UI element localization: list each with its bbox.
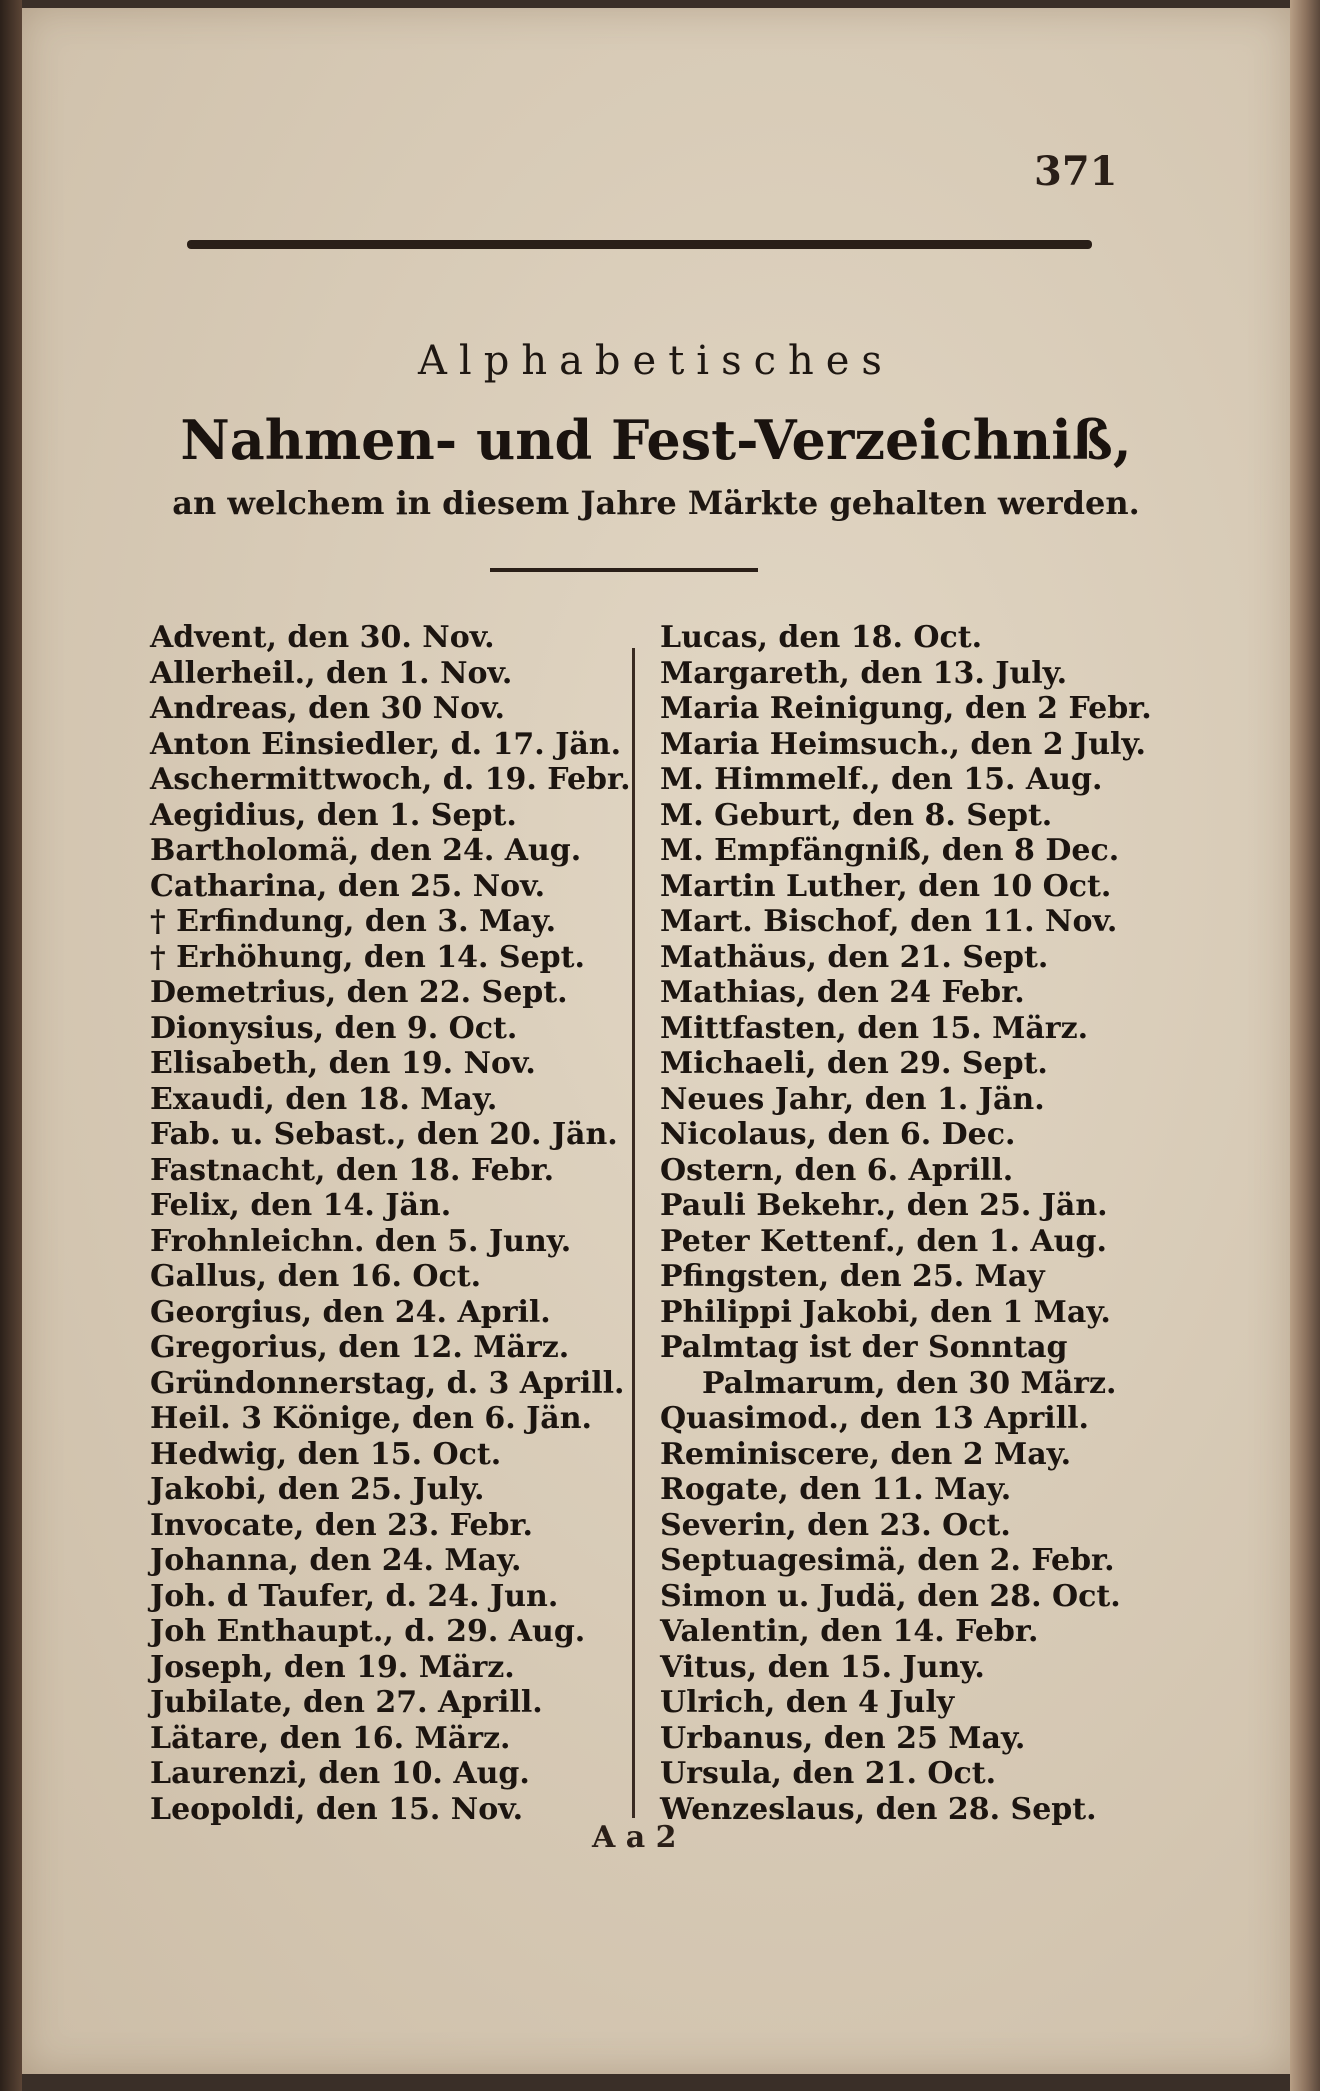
list-item: Advent, den 30. Nov. xyxy=(150,620,495,655)
left-column-list xyxy=(150,620,630,1827)
list-item: Mathäus, den 21. Sept. xyxy=(660,939,1049,975)
list-item: Joseph, den 19. März. xyxy=(150,1649,515,1685)
list-item: † Erfindung, den 3. May. xyxy=(150,904,557,939)
list-item: Elisabeth, den 19. Nov. xyxy=(150,1046,536,1081)
heading-subtitle: an welchem in diesem Jahre Märkte gehalten werden. xyxy=(172,484,1140,522)
list-item: M. Empfängniß, den 8 Dec. xyxy=(660,833,1120,868)
list-item: Johanna, den 24. May. xyxy=(150,1543,522,1578)
list-item: Invocate, den 23. Febr. xyxy=(150,1507,533,1543)
list-item: Peter Kettenf., den 1. Aug. xyxy=(660,1223,1107,1259)
list-item: Anton Einsiedler, d. 17. Jän. xyxy=(150,726,622,762)
page-edge xyxy=(1290,0,1320,2091)
list-item: Palmtag ist der Sonntag xyxy=(660,1330,1068,1365)
right-column-list xyxy=(660,620,1152,1827)
list-item: Michaeli, den 29. Sept. xyxy=(660,1046,1048,1081)
list-item: Felix, den 14. Jän. xyxy=(150,1188,452,1223)
list-item: Jakobi, den 25. July. xyxy=(150,1472,485,1507)
list-item: Urbanus, den 25 May. xyxy=(660,1720,1026,1756)
list-item: Palmarum, den 30 März. xyxy=(702,1365,1117,1401)
heading-title: Nahmen- und Fest-Verzeichniß, xyxy=(180,408,1132,472)
book-spine-shadow xyxy=(0,0,22,2091)
list-item: Septuagesimä, den 2. Febr. xyxy=(660,1543,1115,1578)
list-item: Joh Enthaupt., d. 29. Aug. xyxy=(150,1614,586,1649)
list-item: Gallus, den 16. Oct. xyxy=(150,1259,482,1294)
list-item: Gründonnerstag, d. 3 Aprill. xyxy=(150,1365,625,1401)
list-item: Aschermittwoch, d. 19. Febr. xyxy=(150,762,631,797)
list-item: Andreas, den 30 Nov. xyxy=(150,691,505,726)
list-item: Ostern, den 6. Aprill. xyxy=(660,1152,1014,1188)
list-item: Nicolaus, den 6. Dec. xyxy=(660,1117,1016,1152)
list-item: Catharina, den 25. Nov. xyxy=(150,868,546,904)
list-item: Ulrich, den 4 July xyxy=(660,1685,955,1720)
list-item: Aegidius, den 1. Sept. xyxy=(150,797,517,833)
list-item: Bartholomä, den 24. Aug. xyxy=(150,833,582,868)
list-item: Pfingsten, den 25. May xyxy=(660,1259,1045,1294)
list-item: † Erhöhung, den 14. Sept. xyxy=(150,939,585,975)
list-item: Frohnleichn. den 5. Juny. xyxy=(150,1223,572,1259)
list-item: Jubilate, den 27. Aprill. xyxy=(150,1685,543,1720)
list-item: M. Himmelf., den 15. Aug. xyxy=(660,762,1103,797)
list-item: Pauli Bekehr., den 25. Jän. xyxy=(660,1188,1108,1223)
list-item: Rogate, den 11. May. xyxy=(660,1472,1012,1507)
list-item: Fastnacht, den 18. Febr. xyxy=(150,1152,555,1188)
page-number: 371 xyxy=(1034,148,1118,195)
list-item: Fab. u. Sebast., den 20. Jän. xyxy=(150,1117,618,1152)
middle-rule xyxy=(490,568,758,572)
list-item: Gregorius, den 12. März. xyxy=(150,1330,570,1365)
signature-mark: A a 2 xyxy=(592,1820,677,1855)
list-item: Laurenzi, den 10. Aug. xyxy=(150,1756,530,1791)
list-item: Joh. d Taufer, d. 24. Jun. xyxy=(150,1578,559,1614)
list-item: Ursula, den 21. Oct. xyxy=(660,1756,997,1791)
list-item: Severin, den 23. Oct. xyxy=(660,1507,1011,1543)
list-item: Mart. Bischof, den 11. Nov. xyxy=(660,904,1118,939)
list-item: Philippi Jakobi, den 1 May. xyxy=(660,1294,1111,1330)
list-item: Vitus, den 15. Juny. xyxy=(660,1649,985,1685)
list-item: Hedwig, den 15. Oct. xyxy=(150,1436,502,1472)
list-item: Leopoldi, den 15. Nov. xyxy=(150,1791,524,1827)
list-item: M. Geburt, den 8. Sept. xyxy=(660,797,1053,833)
list-item: Maria Heimsuch., den 2 July. xyxy=(660,726,1146,762)
list-item: Exaudi, den 18. May. xyxy=(150,1081,498,1117)
list-item: Martin Luther, den 10 Oct. xyxy=(660,868,1112,904)
list-item: Heil. 3 Könige, den 6. Jän. xyxy=(150,1401,592,1436)
list-item: Demetrius, den 22. Sept. xyxy=(150,975,568,1010)
list-item: Simon u. Judä, den 28. Oct. xyxy=(660,1578,1121,1614)
list-item: Dionysius, den 9. Oct. xyxy=(150,1010,518,1046)
list-item: Lätare, den 16. März. xyxy=(150,1720,511,1756)
list-item: Neues Jahr, den 1. Jän. xyxy=(660,1081,1045,1117)
list-item: Wenzeslaus, den 28. Sept. xyxy=(660,1791,1097,1827)
book-page xyxy=(22,8,1290,2074)
list-item: Georgius, den 24. April. xyxy=(150,1294,551,1330)
list-item: Maria Reinigung, den 2 Febr. xyxy=(660,691,1152,726)
list-item: Quasimod., den 13 Aprill. xyxy=(660,1401,1089,1436)
column-divider xyxy=(632,648,635,1818)
list-item: Reminiscere, den 2 May. xyxy=(660,1436,1072,1472)
list-item: Lucas, den 18. Oct. xyxy=(660,620,983,655)
list-item: Allerheil., den 1. Nov. xyxy=(150,655,513,691)
list-item: Mittfasten, den 15. März. xyxy=(660,1010,1089,1046)
list-item: Valentin, den 14. Febr. xyxy=(660,1614,1039,1649)
heading-line-1: Alphabetisches xyxy=(418,338,894,384)
list-item: Margareth, den 13. July. xyxy=(660,655,1068,691)
list-item: Mathias, den 24 Febr. xyxy=(660,975,1025,1010)
top-rule xyxy=(187,240,1092,249)
